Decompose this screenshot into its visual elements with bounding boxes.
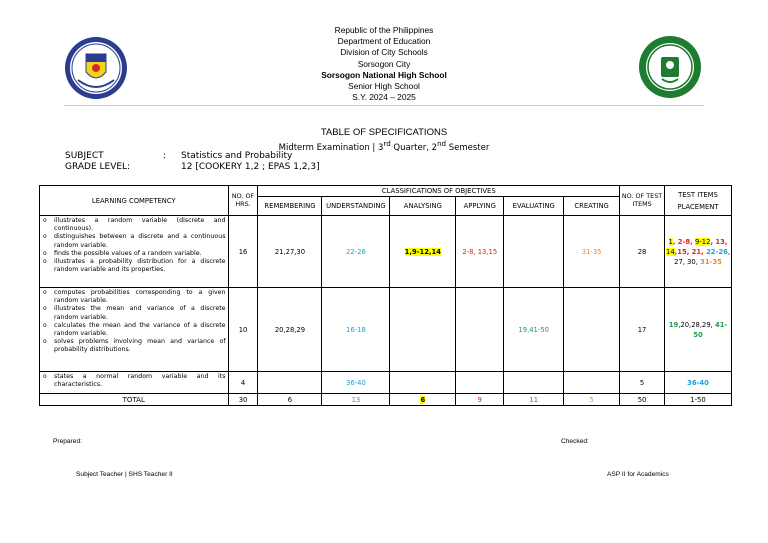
hours-cell: 4 <box>228 372 258 394</box>
total-label: TOTAL <box>40 394 229 406</box>
analysing-cell: 1,9-12,14 <box>390 216 456 288</box>
total-analysing: 6 <box>390 394 456 406</box>
total-placement: 1-50 <box>665 394 732 406</box>
items-cell: 28 <box>620 216 665 288</box>
remembering-cell: 20,28,29 <box>258 288 322 372</box>
header-analysing: ANALYSING <box>390 197 456 216</box>
items-cell: 5 <box>620 372 665 394</box>
competency-list <box>40 288 229 372</box>
competency-list <box>40 216 229 288</box>
header-test-items: NO. OF TEST ITEMS <box>620 186 665 216</box>
grade-label: GRADE LEVEL: <box>65 162 131 172</box>
header-creating: CREATING <box>564 197 620 216</box>
evaluating-cell <box>504 216 564 288</box>
remembering-cell <box>258 372 322 394</box>
subject-label: SUBJECT <box>65 151 104 161</box>
competency-list <box>40 372 229 394</box>
creating-cell <box>564 372 620 394</box>
creating-cell: 31-35 <box>564 216 620 288</box>
header-republic: Republic of the Philippines <box>334 25 434 35</box>
subject-info: SUBJECT : Statistics and Probability GRADE LEVEL: 12 [COOKERY 1,2 ; EPAS 1,2,3] <box>65 151 320 172</box>
list-item: o states a normal random variable and its characteristics. <box>54 373 226 389</box>
analysing-cell <box>390 372 456 394</box>
header-school: Sorsogon National High School <box>321 69 447 80</box>
placement-cell: 36-40 <box>665 372 732 394</box>
header-city: Sorsogon City <box>357 58 411 69</box>
table-row <box>40 372 732 394</box>
applying-cell <box>456 288 504 372</box>
hours-cell: 16 <box>228 216 258 288</box>
total-hours: 30 <box>228 394 258 406</box>
understanding-cell: 36-40 <box>322 372 390 394</box>
list-item: o finds the possible values of a random variable. <box>54 250 226 258</box>
deped-seal-icon <box>64 36 128 100</box>
header-competency: LEARNING COMPETENCY <box>40 186 229 216</box>
list-item: o illustrates the mean and variance of a discrete random variable. <box>54 305 226 321</box>
total-remembering: 6 <box>258 394 322 406</box>
list-item: o computes probabilities corresponding to a given random variable. <box>54 289 226 305</box>
total-items: 50 <box>620 394 665 406</box>
table-row <box>40 288 732 372</box>
header-shs: Senior High School <box>348 81 420 92</box>
header-hours: NO. OF HRS. <box>228 186 258 216</box>
list-item: o calculates the mean and the variance of a discrete random variable. <box>54 322 226 338</box>
applying-cell <box>456 372 504 394</box>
header-applying: APPLYING <box>456 197 504 216</box>
header-placement: TEST ITEMS PLACEMENT <box>665 186 732 216</box>
total-row <box>40 394 732 406</box>
placement-cell: 19,20,28,29, 41-50 <box>665 288 732 372</box>
header-school-year: S.Y. 2024 – 2025 <box>352 92 416 103</box>
evaluating-cell: 19,41-50 <box>504 288 564 372</box>
total-understanding: 13 <box>322 394 390 406</box>
document-title: TABLE OF SPECIFICATIONS <box>320 127 448 138</box>
subject-value: Statistics and Probability <box>181 151 293 161</box>
understanding-cell: 16-18 <box>322 288 390 372</box>
list-item: o illustrates a random variable (discrete and continuous). <box>54 217 226 233</box>
total-evaluating: 11 <box>504 394 564 406</box>
document-subtitle: Midterm Examination | 3rd Quarter, 2nd Semester <box>278 139 490 153</box>
header-classifications: CLASSIFICATIONS OF OBJECTIVES <box>258 186 620 197</box>
evaluating-cell <box>504 372 564 394</box>
specifications-table <box>39 185 732 406</box>
checked-role: ASP II for Academics <box>607 471 669 478</box>
prepared-label: Prepared: <box>53 438 82 445</box>
table-row <box>40 216 732 288</box>
total-applying: 9 <box>456 394 504 406</box>
header-division: Division of City Schools <box>340 47 428 58</box>
list-item: o distinguishes between a discrete and a continuous random variable. <box>54 233 226 249</box>
total-creating: 5 <box>564 394 620 406</box>
list-item: o illustrates a probability distribution for a discrete random variable and its properties. <box>54 258 226 274</box>
list-item: o solves problems involving mean and variance of probability distributions. <box>54 338 226 354</box>
checked-label: Checked: <box>561 438 589 445</box>
grade-value: 12 [COOKERY 1,2 ; EPAS 1,2,3] <box>181 162 320 172</box>
items-cell: 17 <box>620 288 665 372</box>
analysing-cell <box>390 288 456 372</box>
prepared-role: Subject Teacher | SHS Teacher II <box>76 471 173 478</box>
header-rule <box>64 105 704 106</box>
header-department: Department of Education <box>337 36 431 47</box>
header-remembering: REMEMBERING <box>258 197 322 216</box>
remembering-cell: 21,27,30 <box>258 216 322 288</box>
understanding-cell: 22-26 <box>322 216 390 288</box>
hours-cell: 10 <box>228 288 258 372</box>
school-seal-icon <box>638 35 702 99</box>
placement-cell: 1, 2-8, 9-12, 13, 14,15, 21, 22-26, 27, 30, 31-35 <box>665 216 732 288</box>
header-understanding: UNDERSTANDING <box>322 197 390 216</box>
header-evaluating: EVALUATING <box>504 197 564 216</box>
applying-cell: 2-8, 13,15 <box>456 216 504 288</box>
creating-cell <box>564 288 620 372</box>
